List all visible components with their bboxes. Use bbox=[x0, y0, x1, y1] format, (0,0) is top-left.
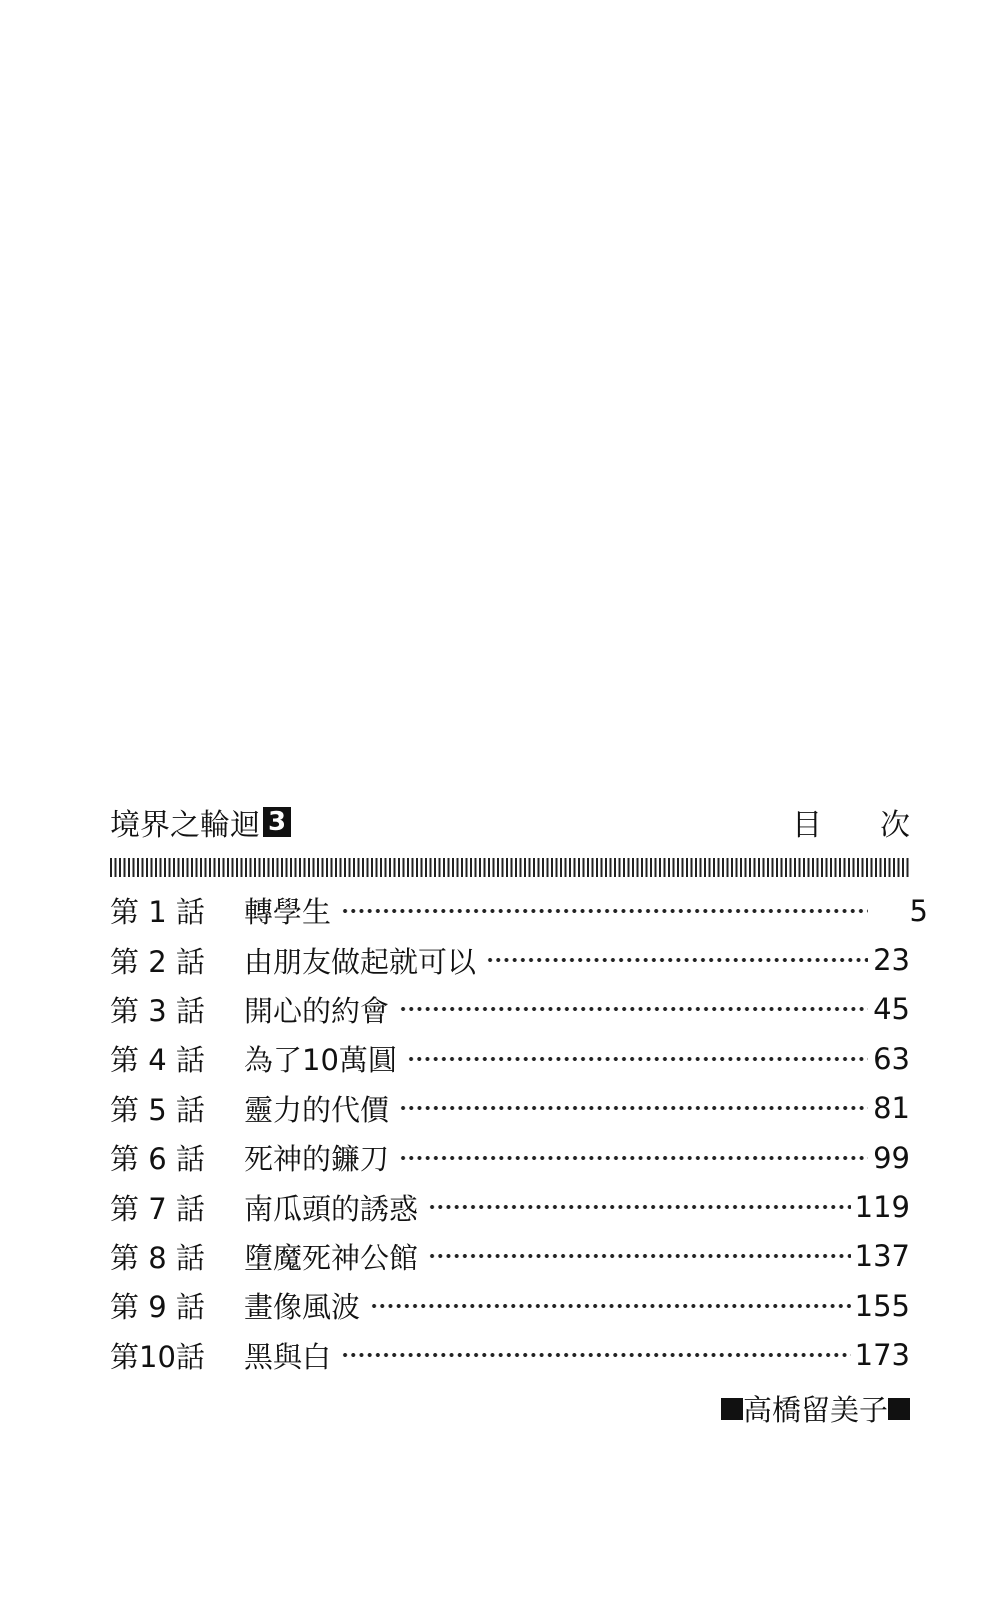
toc-heading-char: 目 bbox=[792, 808, 822, 843]
chapter-label: 第10話 bbox=[110, 1339, 205, 1374]
dot-leader bbox=[341, 908, 868, 914]
dot-leader bbox=[486, 957, 868, 963]
page-number: 155 bbox=[854, 1288, 910, 1323]
page-number: 45 bbox=[873, 992, 910, 1027]
dot-leader bbox=[399, 1155, 868, 1161]
page-number: 137 bbox=[854, 1239, 910, 1274]
dot-leader bbox=[399, 1006, 868, 1012]
chapter-label: 第 7 話 bbox=[110, 1191, 205, 1226]
chapter-title: 黑與白 bbox=[244, 1339, 332, 1374]
volume-number: 3 bbox=[263, 807, 291, 837]
chapter-title: 墮魔死神公館 bbox=[244, 1240, 419, 1275]
chapter-title: 南瓜頭的誘惑 bbox=[244, 1191, 419, 1226]
series-title bbox=[110, 800, 291, 844]
chapter-label: 第 1 話 bbox=[110, 895, 205, 930]
dot-leader bbox=[407, 1056, 868, 1062]
chapter-entry[interactable] bbox=[110, 1034, 928, 1083]
author-name: 高橋留美子 bbox=[742, 1393, 888, 1427]
chapter-label: 第 3 話 bbox=[110, 993, 205, 1028]
chapter-title: 為了10萬圓 bbox=[244, 1043, 397, 1078]
chapter-entry[interactable] bbox=[110, 1232, 928, 1281]
chapter-label: 第 5 話 bbox=[110, 1092, 205, 1127]
chapter-title: 轉學生 bbox=[244, 895, 332, 930]
series-name: 境界之輪迴 bbox=[110, 808, 260, 843]
toc-heading bbox=[792, 800, 910, 844]
chapter-entry[interactable] bbox=[110, 1281, 928, 1330]
hatched-divider bbox=[110, 858, 910, 877]
page-number: 173 bbox=[854, 1338, 910, 1373]
page-number: 81 bbox=[873, 1091, 910, 1126]
toc-heading-char: 次 bbox=[880, 808, 910, 843]
dot-leader bbox=[399, 1105, 868, 1111]
chapter-label: 第 4 話 bbox=[110, 1043, 205, 1078]
chapter-entry[interactable] bbox=[110, 1331, 928, 1380]
chapter-entry[interactable] bbox=[110, 1084, 928, 1133]
chapter-entry[interactable] bbox=[110, 886, 928, 935]
chapter-list bbox=[110, 886, 928, 1380]
chapter-title: 靈力的代價 bbox=[244, 1092, 390, 1127]
chapter-title: 死神的鐮刀 bbox=[244, 1142, 390, 1177]
toc-header bbox=[110, 800, 910, 844]
chapter-entry[interactable] bbox=[110, 935, 928, 984]
chapter-label: 第 8 話 bbox=[110, 1240, 205, 1275]
chapter-entry[interactable] bbox=[110, 1182, 928, 1231]
page-number: 63 bbox=[873, 1041, 910, 1076]
dot-leader bbox=[428, 1204, 851, 1210]
square-bullet-icon bbox=[888, 1398, 910, 1420]
chapter-entry[interactable] bbox=[110, 1133, 928, 1182]
dot-leader bbox=[428, 1253, 851, 1259]
page-number: 119 bbox=[854, 1190, 910, 1225]
square-bullet-icon bbox=[721, 1398, 743, 1420]
chapter-label: 第 2 話 bbox=[110, 944, 205, 979]
chapter-title: 由朋友做起就可以 bbox=[244, 944, 477, 979]
dot-leader bbox=[370, 1303, 851, 1309]
page-number: 99 bbox=[873, 1140, 910, 1175]
chapter-title: 畫像風波 bbox=[244, 1290, 361, 1325]
chapter-entry[interactable] bbox=[110, 985, 928, 1034]
chapter-label: 第 6 話 bbox=[110, 1142, 205, 1177]
page-number: 5 bbox=[909, 893, 928, 928]
dot-leader bbox=[341, 1352, 851, 1358]
chapter-label: 第 9 話 bbox=[110, 1290, 205, 1325]
author-credit bbox=[721, 1388, 910, 1429]
chapter-title: 開心的約會 bbox=[244, 993, 390, 1028]
page-number: 23 bbox=[873, 943, 910, 978]
